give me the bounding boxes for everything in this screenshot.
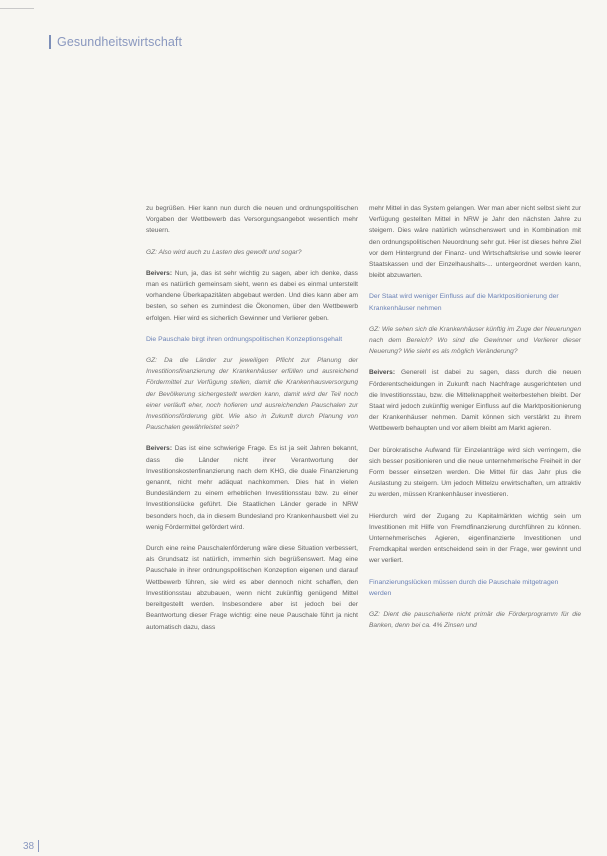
- paragraph-text: Durch eine reine Pauschalenförderung wäre diese Situation verbessert, als Grundsatz ist natürlich, immerhin sich begrüßenswert. Mag eine Pauschale in ihrer ordnungspolitischen Konzeption eigenen und darauf Wettbewerb führen, sie wird es aber dennoch nicht schaffen, den Investitionsstau abzubauen, wenn nicht zukünftig genügend Mittel bereitgestellt werden. Insbesondere aber ist jedoch bei der Beantwortung dieser Frage wichtig: eine neue Pauschale führt ja nicht automatisch dazu, dass: [146, 545, 358, 631]
- paragraph: [146, 443, 358, 533]
- section-marker: [49, 35, 51, 49]
- interview-question: [369, 609, 581, 631]
- paragraph-text: zu begrüßen. Hier kann nun durch die neuen und ordnungspolitischen Vorgaben der Wettbewerb das Versorgungsangebot wesentlich mehr steuern.: [146, 205, 358, 235]
- paragraph: [146, 543, 358, 633]
- interview-question: [146, 355, 358, 433]
- speaker-label: Beivers:: [369, 369, 396, 377]
- subheading-text: Finanzierungslücken müssen durch die Pauschale mitgetragen werden: [369, 578, 559, 597]
- page-number: 38: [23, 840, 35, 852]
- subheading-text: Die Pauschale birgt ihren ordnungspolitischen Konzeptionsgehalt: [146, 335, 343, 343]
- paragraph: [369, 445, 581, 501]
- subheading: [369, 577, 581, 599]
- paragraph: [369, 203, 581, 281]
- paragraph: [369, 511, 581, 567]
- subheading: [146, 334, 358, 345]
- left-column: [146, 203, 358, 643]
- paragraph-text: Nun, ja, das ist sehr wichtig zu sagen, aber ich denke, dass man es natürlich gemeinsam sieht, wenn es dabei es einmal unterstellt vorhandene Überkapazitäten abgebaut werden. Und dies kann aber am besten, so sehen es zumindest die Ökonomen, über den Wettbewerb erfolgen. Hier wird es sicherlich Gewinner und Verlierer geben.: [146, 269, 358, 322]
- right-column: [369, 203, 581, 642]
- subheading: [369, 291, 581, 313]
- paragraph-text: mehr Mittel in das System gelangen. Wer man aber nicht selbst sieht zur Verfügung gestellten Mittel in NRW je Jahr den nächsten Jahre zu steigern. Dies wäre natürlich wünschenswert und in Kombination mit den ordnungspolitischen Neuordnung sehr gut. Hier ist dieses hehre Ziel vor dem Hintergrund der Finanz- und Wirtschaftskrise und sowie leerer Staatskassen und der Einzelhaushalts-... untergeordnet werden kann, bleibt abzuwarten.: [369, 205, 581, 280]
- interview-question-text: GZ: Dient die pauschalierte nicht primär die Förderprogramm für die Banken, denn bei ca. 4% Zinsen und: [369, 611, 581, 630]
- paragraph-text: Das ist eine schwierige Frage. Es ist ja seit Jahren bekannt, dass die Länder nicht ihrer Verantwortung der Investitionskostenfinanzierung nach dem KHG, die duale Finanzierung genannt, nicht mehr adäquat nachkommen. Dies hat in vielen Bundesländern zu einem erheblichen Investitionsstau bzw. zu einer Investitionslücke geführt. Die Staatlichen Länder gerade in NRW besonders hoch, da in diesem Bundesland pro Krankenhausbett viel zu wenig Fördermittel gefördert wird.: [146, 445, 358, 531]
- paragraph: [369, 367, 581, 434]
- paragraph-text: Hierdurch wird der Zugang zu Kapitalmärkten wichtig sein um Investitionen mit Hilfe von Fremdfinanzierung durchführen zu können. Unternehmerisches Agieren, eigenfinanzierte Investitionen und Fremdkapital werden entscheidend sein in der Frage, wer gewinnt und wer verliert.: [369, 512, 581, 565]
- top-rule: [0, 8, 34, 9]
- speaker-label: Beivers:: [146, 269, 173, 277]
- footer-marker: [38, 840, 39, 852]
- interview-question: [369, 324, 581, 358]
- interview-question-text: GZ: Da die Länder zur jeweiligen Pflicht zur Planung der Investitionsfinanzierung der Krankenhäuser erfüllen und ausreichend Fördermittel zur Verfügung stellen, damit die Krankenhausversorgung der Bevölkerung sichergestellt werden kann, damit wird der Teil noch einer verläuft eher, noch hofieren und ausreichenden Pauschalen zur Investitionsförderung gibt. Wie also in Zukunft durch Planung von Pauschalen gewährleistet sein?: [146, 357, 358, 432]
- speaker-label: Beivers:: [146, 445, 173, 453]
- interview-question: [146, 247, 358, 258]
- paragraph-text: Generell ist dabei zu sagen, dass durch die neuen Förderentscheidungen in Zukunft nach Nachfrage ausgerichteten und die Investitionsstau, bzw. die Mittelknappheit weiterbestehen bleibt. Der Staat wird jedoch zukünftig weniger Einfluss auf die Marktpositionierung der Krankenhäuser nehmen. Damit können sich verstärkt zu ihrem Wettbewerb behaupten und vor allem bleibt am Markt agieren.: [369, 369, 581, 433]
- section-header: [49, 35, 182, 49]
- page-footer: [23, 840, 39, 852]
- paragraph-text: Der bürokratische Aufwand für Einzelanträge wird sich verringern, die sich besser positionieren und die neue unternehmerische Freiheit in der Form besser einsetzen werden. Die Mittel für das Jahr plus die Auslastung zu steigern. Um jedoch Mittelzu erwirtschaften, um attraktiv zu werden, müssen Krankenhäuser investieren.: [369, 446, 581, 499]
- interview-question-text: GZ: Wie sehen sich die Krankenhäuser künftig im Zuge der Neuerungen nach dem Bereich? Wo sind die Gewinner und Verlierer dieser Neuerung? Wie sieht es als möglich Veränderung?: [369, 325, 581, 356]
- interview-question-text: GZ: Also wird auch zu Lasten des gewollt und sogar?: [146, 248, 302, 256]
- paragraph: [146, 268, 358, 324]
- section-title: Gesundheitswirtschaft: [57, 35, 183, 49]
- paragraph: [146, 203, 358, 237]
- subheading-text: Der Staat wird weniger Einfluss auf die Marktpositionierung der Krankenhäuser nehmen: [369, 293, 559, 312]
